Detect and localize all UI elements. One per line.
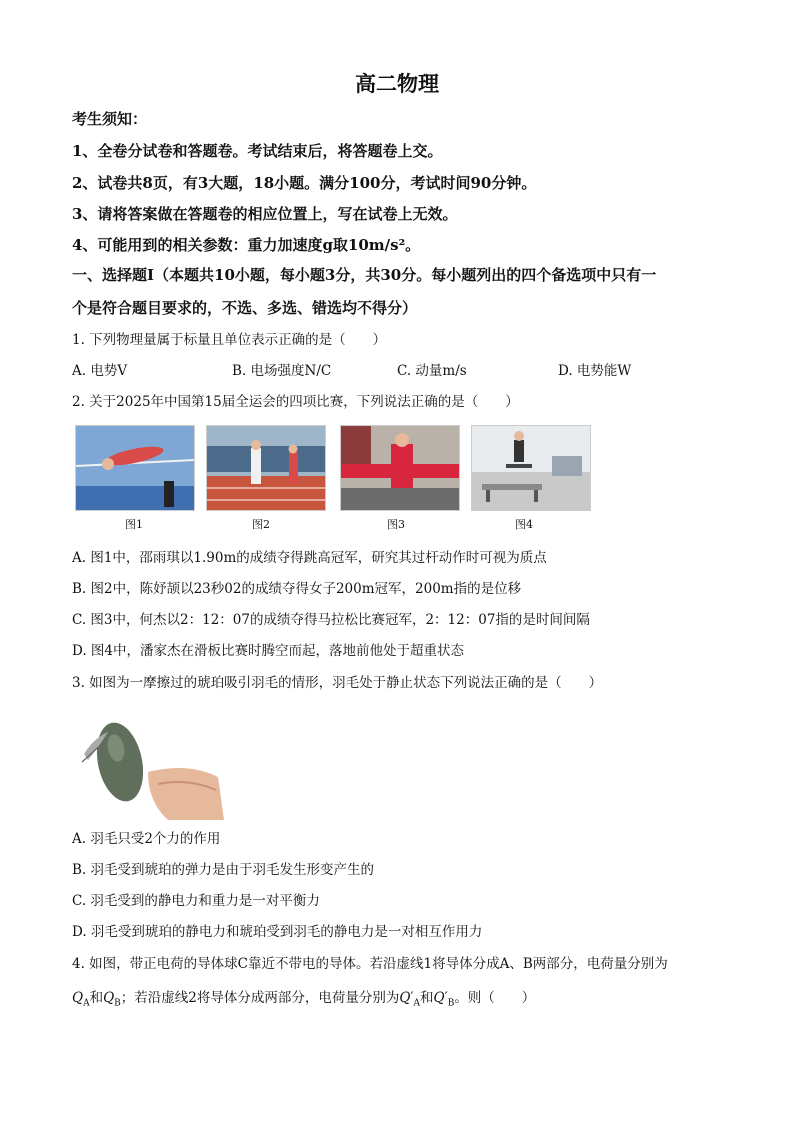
- notice-item-3: 3、请将答案做在答题卷的相应位置上，写在试卷上无效。: [72, 205, 458, 223]
- charge-qb-symbol: Q: [103, 990, 115, 1006]
- q1-option-d: D. 电势能W: [558, 363, 632, 379]
- question-3-stem: 3. 如图为一摩擦过的琥珀吸引羽毛的情形，羽毛处于静止状态下列说法正确的是（ ）: [72, 675, 603, 691]
- figure-1-caption: 图1: [125, 518, 143, 531]
- question-4-line-1: 4. 如图，带正电荷的导体球C靠近不带电的导体。若沿虚线1将导体分成A、B两部分，电荷量分别为: [72, 956, 668, 972]
- q3-option-c: C. 羽毛受到的静电力和重力是一对平衡力: [72, 893, 320, 909]
- question-2-stem: 2. 关于2025年中国第15届全运会的四项比赛，下列说法正确的是（ ）: [72, 394, 519, 410]
- q3-option-d: D. 羽毛受到琥珀的静电力和琥珀受到羽毛的静电力是一对相互作用力: [72, 924, 483, 940]
- q4-and-1: 和: [89, 990, 104, 1006]
- charge-qa-sub: A: [83, 998, 90, 1009]
- section-1-line-2: 个是符合题目要求的，不选、多选、错选均不得分）: [72, 299, 418, 317]
- figure-4-skateboard: [471, 425, 591, 511]
- q2-option-c: C. 图3中，何杰以2：12：07的成绩夺得马拉松比赛冠军，2：12：07指的是时间间隔: [72, 612, 590, 628]
- section-1-line-1: 一、选择题Ⅰ（本题共10小题，每小题3分，共30分。每小题列出的四个备选项中只有一: [72, 266, 657, 284]
- q1-option-c: C. 动量m/s: [397, 363, 467, 379]
- figure-4-caption: 图4: [515, 518, 533, 531]
- charge-qa-prime-symbol: Q: [399, 990, 411, 1006]
- question-4-line-2: $Q_A$和$Q_B$；若沿虚线2将导体分成两部分，电荷量分别为$Q'_A$和$Q'_B$。则（ ）: [72, 990, 536, 1009]
- q3-option-b: B. 羽毛受到琥珀的弹力是由于羽毛发生形变产生的: [72, 862, 375, 878]
- q4-and-2: 和: [420, 990, 434, 1006]
- figure-3-marathon: [340, 425, 460, 511]
- figure-2-sprint: [206, 425, 326, 511]
- q1-option-b: B. 电场强度N/C: [232, 363, 332, 379]
- charge-qb-prime-sub: B: [447, 998, 455, 1009]
- notice-item-2: 2、试卷共8页，有3大题，18小题。满分100分，考试时间90分钟。: [72, 174, 537, 192]
- page-title: 高二物理: [355, 71, 439, 96]
- charge-qa-prime-sub: A: [413, 998, 421, 1009]
- charge-qa-symbol: Q: [72, 990, 84, 1006]
- figure-1-high-jump: [75, 425, 195, 511]
- notice-item-1: 1、全卷分试卷和答题卷。考试结束后，将答题卷上交。: [72, 142, 443, 160]
- q3-option-a: A. 羽毛只受2个力的作用: [72, 831, 221, 847]
- question-1-stem: 1. 下列物理量属于标量且单位表示正确的是（ ）: [72, 332, 387, 348]
- notice-item-4: 4、可能用到的相关参数：重力加速度g取10m/s²。: [72, 236, 421, 254]
- q4-end-text: 。则（ ）: [454, 990, 536, 1006]
- figure-2-caption: 图2: [252, 518, 270, 531]
- q1-option-a: A. 电势V: [72, 363, 128, 379]
- amber-feather-figure: [78, 702, 226, 820]
- charge-qb-prime-symbol: Q: [433, 990, 445, 1006]
- section-1-heading: [72, 259, 722, 325]
- notice-heading: 考生须知：: [72, 110, 148, 128]
- q2-option-a: A. 图1中，邵雨琪以1.90m的成绩夺得跳高冠军，研究其过杆动作时可视为质点: [72, 550, 547, 566]
- q2-option-d: D. 图4中，潘家杰在滑板比赛时腾空而起，落地前他处于超重状态: [72, 643, 465, 659]
- q4-mid-text: ；若沿虚线2将导体分成两部分，电荷量分别为: [120, 990, 400, 1006]
- figure-3-caption: 图3: [387, 518, 405, 531]
- q2-option-b: B. 图2中，陈妤颉以23秒02的成绩夺得女子200m冠军，200m指的是位移: [72, 581, 522, 597]
- charge-qb-sub: B: [114, 998, 121, 1009]
